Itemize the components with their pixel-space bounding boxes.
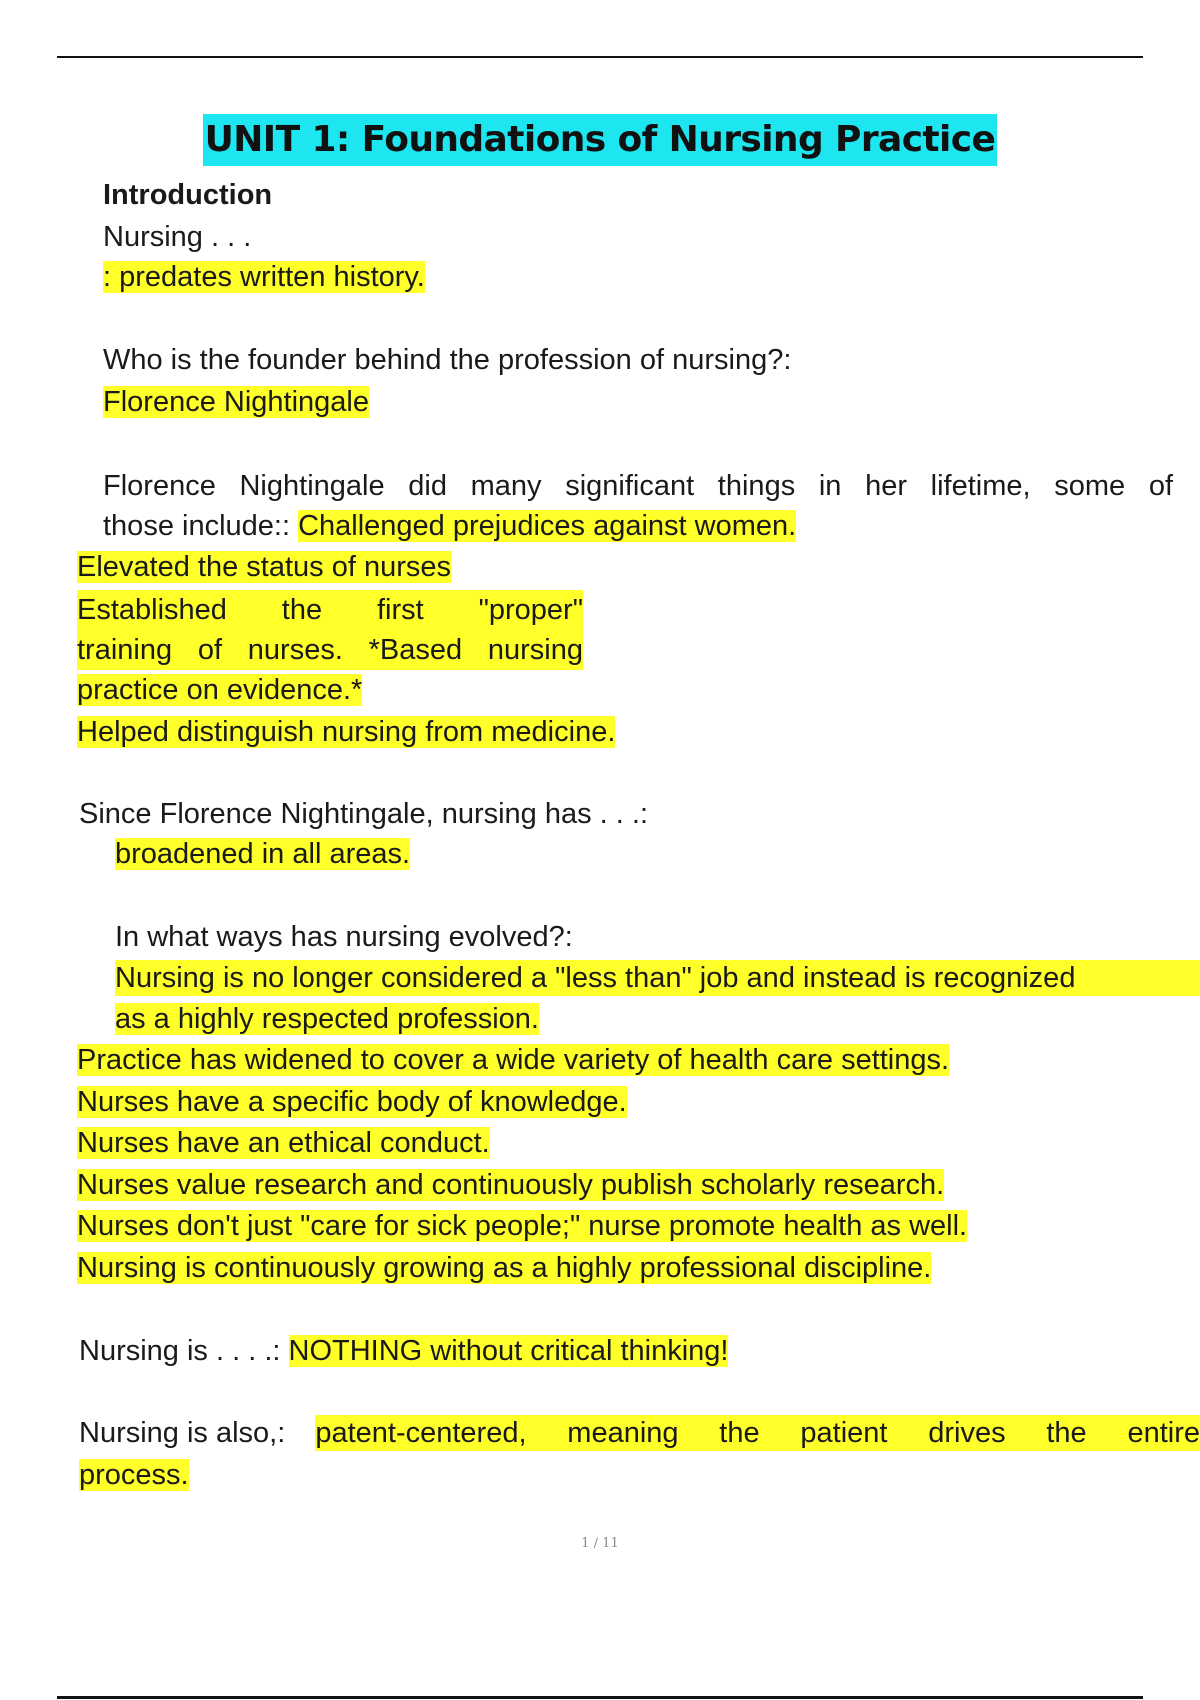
since-prompt: Since Florence Nightingale, nursing has . . .:: [79, 798, 649, 830]
evolved-item: Practice has widened to cover a wide variety of health care settings.: [77, 1044, 950, 1076]
unit-title: UNIT 1: Foundations of Nursing Practice: [203, 114, 998, 166]
fn-item-established-1: Established the first "proper": [77, 594, 583, 626]
nursing-answer: : predates written history.: [103, 261, 425, 293]
also-answer-line1: patent-centered, meaning the patient drives the entire: [315, 1417, 1200, 1449]
evolved-answer-line2: as a highly respected profession.: [115, 1003, 539, 1035]
fn-question-line2: those include::: [103, 510, 291, 542]
intro-heading: Introduction: [103, 179, 273, 211]
also-answer-line2: process.: [79, 1459, 189, 1491]
fn-answer-first: Challenged prejudices against women.: [298, 510, 797, 542]
evolved-answer-line1: Nursing is no longer considered a "less than" job and instead is recognized: [115, 962, 1076, 994]
evolved-item: Nursing is continuously growing as a highly professional discipline.: [77, 1252, 932, 1284]
fn-item-elevated: Elevated the status of nurses: [77, 551, 451, 583]
bottom-rule: [57, 1696, 1143, 1699]
fn-question-line1: Florence Nightingale did many significant things in her lifetime, some of: [103, 470, 1173, 502]
critical-prompt: Nursing is . . . .:: [79, 1335, 281, 1367]
page-number: 1 / 11: [581, 1536, 619, 1551]
evolved-item: Nurses have a specific body of knowledge.: [77, 1086, 627, 1118]
fn-item-established-2: training of nurses. *Based nursing: [77, 634, 583, 666]
top-rule: [57, 56, 1143, 58]
fn-item-established-3: practice on evidence.*: [77, 674, 363, 706]
nursing-prompt: Nursing . . .: [103, 221, 252, 253]
founder-answer: Florence Nightingale: [103, 386, 369, 418]
critical-answer: NOTHING without critical thinking!: [288, 1335, 729, 1367]
also-prompt: Nursing is also,:: [79, 1417, 286, 1449]
since-answer: broadened in all areas.: [115, 838, 411, 870]
founder-question: Who is the founder behind the profession of nursing?:: [103, 344, 792, 376]
evolved-item: Nurses have an ethical conduct.: [77, 1127, 490, 1159]
evolved-question: In what ways has nursing evolved?:: [115, 921, 573, 953]
evolved-item: Nurses value research and continuously publish scholarly research.: [77, 1169, 945, 1201]
evolved-item: Nurses don't just "care for sick people;" nurse promote health as well.: [77, 1210, 968, 1242]
fn-item-distinguish: Helped distinguish nursing from medicine.: [77, 716, 616, 748]
